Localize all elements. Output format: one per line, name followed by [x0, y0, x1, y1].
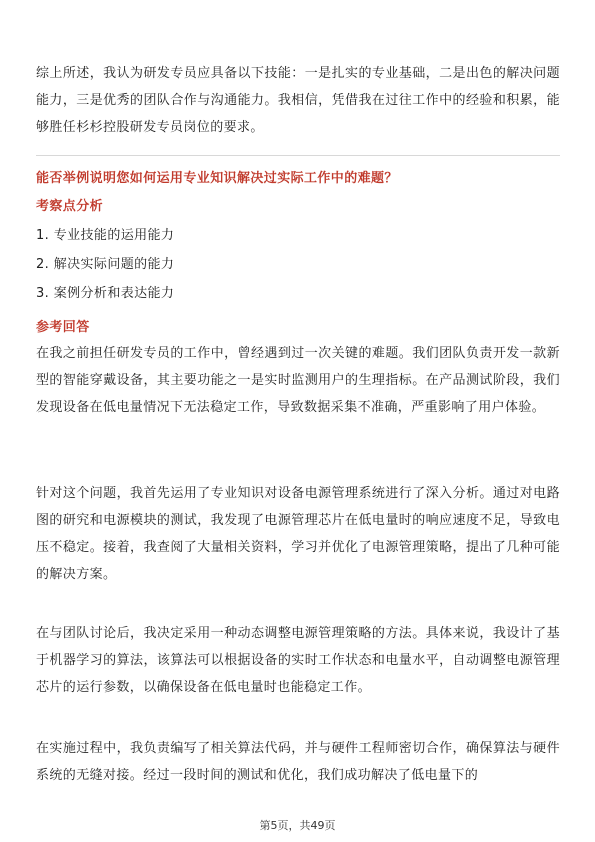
answer-paragraph: 在实施过程中，我负责编写了相关算法代码，并与硬件工程师密切合作，确保算法与硬件系统的无缝对接。经过一段时间的测试和优化，我们成功解决了低电量下的	[36, 741, 560, 783]
answer-paragraph: 在与团队讨论后，我决定采用一种动态调整电源管理策略的方法。具体来说，我设计了基于机器学习的算法，该算法可以根据设备的实时工作状态和电量水平，自动调整电源管理芯片的运行参数，以确保设备在低电量时也能稳定工作。	[36, 626, 560, 695]
analysis-item: 3. 案例分析和表达能力	[36, 286, 175, 301]
intro-paragraph: 综上所述，我认为研发专员应具备以下技能：一是扎实的专业基础，二是出色的解决问题能力，三是优秀的团队合作与沟通能力。我相信，凭借我在过往工作中的经验和积累，能够胜任杉杉控股研发专员岗位的要求。	[36, 66, 560, 135]
analysis-heading: 考察点分析	[36, 199, 104, 214]
analysis-item: 1. 专业技能的运用能力	[36, 228, 175, 243]
answer-heading: 参考回答	[36, 320, 90, 335]
answer-paragraph: 针对这个问题，我首先运用了专业知识对设备电源管理系统进行了深入分析。通过对电路图的研究和电源模块的测试，我发现了电源管理芯片在低电量时的响应速度不足，导致电压不稳定。接着，我查阅了大量相关资料，学习并优化了电源管理策略，提出了几种可能的解决方案。	[36, 486, 560, 582]
section-divider	[36, 155, 560, 156]
answer-paragraph: 在我之前担任研发专员的工作中，曾经遇到过一次关键的难题。我们团队负责开发一款新型的智能穿戴设备，其主要功能之一是实时监测用户的生理指标。在产品测试阶段，我们发现设备在低电量情况下无法稳定工作，导致数据采集不准确，严重影响了用户体验。	[36, 346, 560, 415]
analysis-item: 2. 解决实际问题的能力	[36, 257, 175, 272]
question-title: 能否举例说明您如何运用专业知识解决过实际工作中的难题？	[36, 171, 398, 186]
page-number: 第5页，共49页	[259, 819, 336, 832]
